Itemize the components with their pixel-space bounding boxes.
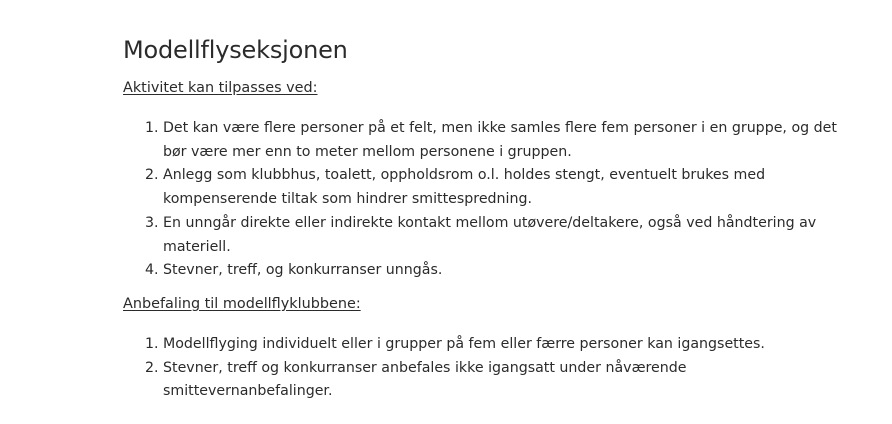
article-content <box>123 34 843 404</box>
list-item: 1. Modellflyging individuelt eller i grupper på fem eller færre personer kan igangsettes. <box>163 333 843 357</box>
page-title: Modellflyseksjonen <box>123 36 348 64</box>
club-recommendation-heading: Anbefaling til modellflyklubbene: <box>123 295 361 312</box>
club-recommendation-list <box>123 333 843 404</box>
list-item: 2. Stevner, treff og konkurranser anbefales ikke igangsatt under nåværende smittevernanbefalinger. <box>163 357 843 404</box>
list-item: 3. En unngår direkte eller indirekte kontakt mellom utøvere/deltakere, også ved håndtering av materiell. <box>163 212 843 259</box>
activity-adaptation-heading: Aktivitet kan tilpasses ved: <box>123 80 318 96</box>
list-item: 4. Stevner, treff, og konkurranser unngås. <box>163 259 843 283</box>
list-item: 1. Det kan være flere personer på et felt, men ikke samles flere fem personer i en gruppe, og det bør være mer enn to meter mellom personene i gruppen. <box>163 117 843 164</box>
list-item: 2. Anlegg som klubbhus, toalett, oppholdsrom o.l. holdes stengt, eventuelt brukes med kompenserende tiltak som hindrer smittespredning. <box>163 164 843 211</box>
activity-adaptation-list <box>123 117 843 283</box>
